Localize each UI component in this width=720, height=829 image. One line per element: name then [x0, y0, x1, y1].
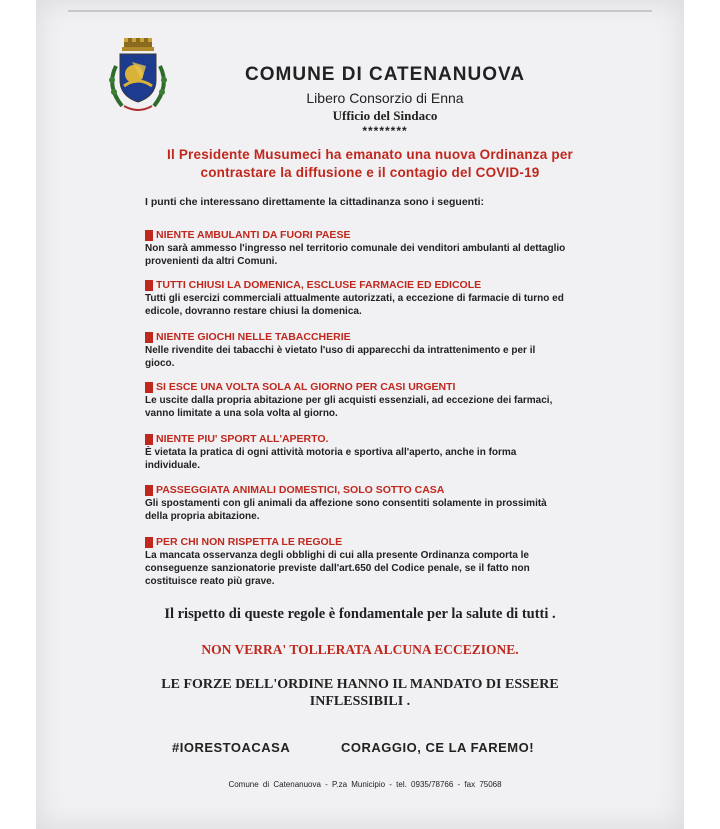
rule-title	[145, 229, 595, 241]
red-marker-icon	[145, 434, 153, 445]
no-exception-warning: NON VERRA' TOLLERATA ALCUNA ECCEZIONE.	[201, 642, 519, 657]
respect-statement: Il rispetto di queste regole è fondamentale per la salute di tutti .	[164, 606, 556, 622]
rule-body-line: È vietata la pratica di ogni attività motoria e sportiva all'aperto, anche in forma	[145, 447, 517, 458]
paper-top-edge	[68, 0, 652, 12]
police-mandate	[100, 676, 620, 710]
rule-body-line: individuale.	[145, 460, 201, 471]
rule-body-line: Non sarà ammesso l'ingresso nel territorio comunale dei venditori ambulanti al dettaglio	[145, 243, 566, 254]
rule-body-line: conseguenze sanzionatorie previste dall'art.650 del Codice penale, se il fatto non	[145, 563, 530, 574]
red-marker-icon	[145, 382, 153, 393]
rule-body	[145, 344, 595, 370]
red-marker-icon	[145, 230, 153, 241]
municipal-crest-icon	[102, 36, 174, 118]
rule-title	[145, 381, 595, 393]
rule-body	[145, 292, 595, 318]
rule-body-line: gioco.	[145, 358, 175, 369]
rule-title	[145, 331, 595, 343]
rule-body-line: della propria abitazione.	[145, 511, 260, 522]
rule-body-line: Gli spostamenti con gli animali da affezione sono consentiti solamente in prossimità	[145, 498, 547, 509]
header-subtitle: Libero Consorzio di Enna	[306, 90, 464, 106]
rule-body-line: Le uscite dalla propria abitazione per gli acquisti essenziali, ad eccezione dei farmaci,	[145, 395, 553, 406]
rule-title-text: NIENTE GIOCHI NELLE TABACCHERIE	[156, 331, 351, 343]
rule-body-line: provenienti da altri Comuni.	[145, 256, 278, 267]
headline-line-1: Il Presidente Musumeci ha emanato una nuova Ordinanza per	[167, 147, 573, 162]
headline-line-2: contrastare la diffusione e il contagio del COVID-19	[200, 165, 540, 180]
rule-body	[145, 497, 595, 523]
intro-text: I punti che interessano direttamente la cittadinanza sono i seguenti:	[145, 196, 484, 208]
rule-item-uscite	[145, 381, 595, 420]
rule-title	[145, 536, 595, 548]
rule-item-tabaccherie	[145, 331, 595, 370]
rule-title-text: TUTTI CHIUSI LA DOMENICA, ESCLUSE FARMACIE ED EDICOLE	[156, 279, 482, 291]
rule-body	[145, 394, 595, 420]
header-stars: ********	[362, 124, 408, 138]
hashtag: #IORESTOACASA	[172, 740, 291, 755]
rule-title	[145, 484, 595, 496]
red-marker-icon	[145, 485, 153, 496]
motto: CORAGGIO, CE LA FAREMO!	[341, 740, 535, 755]
right-margin	[684, 0, 720, 829]
red-marker-icon	[145, 537, 153, 548]
rule-body-line: vanno limitate a una sola volta al giorno.	[145, 408, 338, 419]
rule-body	[145, 446, 595, 472]
rule-title-text: NIENTE PIU' SPORT ALL'APERTO.	[156, 433, 329, 445]
rule-title-text: NIENTE AMBULANTI DA FUORI PAESE	[156, 229, 351, 241]
rule-body-line: La mancata osservanza degli obblighi di cui alla presente Ordinanza comporta le	[145, 550, 529, 561]
rule-body	[145, 549, 595, 588]
rule-title-text: SI ESCE UNA VOLTA SOLA AL GIORNO PER CASI URGENTI	[156, 381, 456, 393]
rule-body-line: Tutti gli esercizi commerciali attualmente autorizzati, a eccezione di farmacie di turno ed	[145, 293, 564, 304]
rule-item-sanzioni	[145, 536, 595, 588]
headline	[150, 146, 590, 182]
header-office: Ufficio del Sindaco	[332, 108, 438, 123]
rule-item-ambulanti	[145, 229, 595, 268]
left-margin	[0, 0, 36, 829]
rule-title	[145, 433, 595, 445]
rule-body-line: costituisce reato più grave.	[145, 576, 275, 587]
rule-title	[145, 279, 595, 291]
header-title: COMUNE DI CATENANUOVA	[245, 64, 525, 85]
red-marker-icon	[145, 332, 153, 343]
police-mandate-line-2: INFLESSIBILI .	[309, 694, 411, 709]
rule-title-text: PASSEGGIATA ANIMALI DOMESTICI, SOLO SOTTO CASA	[156, 484, 445, 496]
rule-title-text: PER CHI NON RISPETTA LE REGOLE	[156, 536, 343, 548]
footer-contacts: Comune di Catenanuova - P.za Municipio - tel. 0935/78766 - fax 75068	[228, 780, 502, 789]
red-marker-icon	[145, 280, 153, 291]
police-mandate-line-1: LE FORZE DELL'ORDINE HANNO IL MANDATO DI ESSERE	[161, 677, 559, 692]
rule-body-line: edicole, dovranno restare chiusi la domenica.	[145, 306, 362, 317]
rule-item-animali	[145, 484, 595, 523]
rule-body-line: Nelle rivendite dei tabacchi è vietato l'uso di apparecchi da intrattenimento e per il	[145, 345, 536, 356]
rule-item-domenica	[145, 279, 595, 318]
rule-body	[145, 242, 595, 268]
rule-item-sport	[145, 433, 595, 472]
